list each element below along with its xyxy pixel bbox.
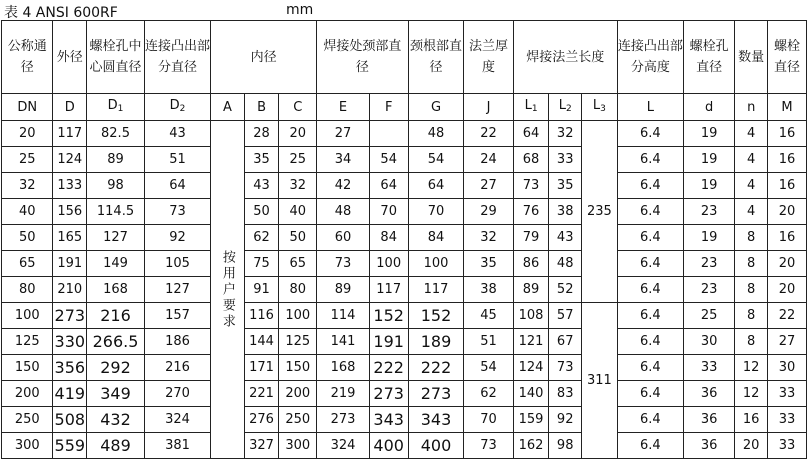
cell-f: 273 [369, 381, 408, 407]
cell-c: 25 [279, 147, 317, 173]
cell-b: 91 [244, 277, 279, 303]
table-row [2, 303, 807, 329]
cell-n: 12 [735, 355, 768, 381]
cell-d1: 349 [87, 381, 145, 407]
symbol-a: A [211, 94, 245, 121]
cell-e: 273 [317, 407, 370, 433]
cell-l: 6.4 [617, 381, 683, 407]
cell-n: 4 [735, 121, 768, 147]
cell-d: 19 [683, 121, 734, 147]
cell-g: 100 [408, 251, 464, 277]
cell-g: 152 [408, 303, 464, 329]
cell-l2: 38 [549, 199, 582, 225]
cell-dn: 125 [2, 329, 53, 355]
cell-n: 8 [735, 251, 768, 277]
cell-d: 23 [683, 199, 734, 225]
cell-j: 54 [464, 355, 513, 381]
header-neck-root-dia: 颈根部直径 [408, 21, 464, 94]
cell-l1: 124 [513, 355, 549, 381]
cell-l1: 68 [513, 147, 549, 173]
cell-f: 64 [369, 173, 408, 199]
cell-j: 62 [464, 381, 513, 407]
cell-c: 150 [279, 355, 317, 381]
cell-l2: 67 [549, 329, 582, 355]
cell-d: 36 [683, 407, 734, 433]
cell-n: 8 [735, 225, 768, 251]
cell-l2: 48 [549, 251, 582, 277]
cell-d1: 216 [87, 303, 145, 329]
header-flange-thk: 法兰厚度 [464, 21, 513, 94]
cell-f: 400 [369, 433, 408, 459]
cell-e: 27 [317, 121, 370, 147]
cell-m: 27 [767, 329, 806, 355]
cell-dn: 20 [2, 121, 53, 147]
cell-l2: 32 [549, 121, 582, 147]
cell-d: 19 [683, 225, 734, 251]
cell-d: 33 [683, 355, 734, 381]
cell-l1: 89 [513, 277, 549, 303]
cell-n: 8 [735, 277, 768, 303]
cell-j: 73 [464, 433, 513, 459]
cell-m: 20 [767, 251, 806, 277]
cell-d1: 114.5 [87, 199, 145, 225]
symbol-g: G [408, 94, 464, 121]
cell-d: 210 [53, 277, 87, 303]
cell-g: 400 [408, 433, 464, 459]
cell-m: 20 [767, 277, 806, 303]
cell-e: 141 [317, 329, 370, 355]
cell-j: 45 [464, 303, 513, 329]
cell-d1: 432 [87, 407, 145, 433]
cell-d1: 168 [87, 277, 145, 303]
cell-l: 6.4 [617, 329, 683, 355]
cell-g: 48 [408, 121, 464, 147]
cell-b: 171 [244, 355, 279, 381]
cell-l1: 73 [513, 173, 549, 199]
cell-d: 356 [53, 355, 87, 381]
cell-f [369, 121, 408, 147]
cell-d: 30 [683, 329, 734, 355]
cell-l1: 79 [513, 225, 549, 251]
cell-d1: 149 [87, 251, 145, 277]
cell-c: 80 [279, 277, 317, 303]
cell-l: 6.4 [617, 303, 683, 329]
symbol-n: n [735, 94, 768, 121]
cell-l2: 92 [549, 407, 582, 433]
cell-b: 116 [244, 303, 279, 329]
header-raised-face-height: 连接凸出部分高度 [617, 21, 683, 94]
cell-d1: 98 [87, 173, 145, 199]
cell-j: 35 [464, 251, 513, 277]
cell-d: 156 [53, 199, 87, 225]
symbol-c: C [279, 94, 317, 121]
cell-l2: 43 [549, 225, 582, 251]
cell-l2: 57 [549, 303, 582, 329]
cell-g: 273 [408, 381, 464, 407]
cell-dn: 40 [2, 199, 53, 225]
cell-g: 189 [408, 329, 464, 355]
cell-d: 330 [53, 329, 87, 355]
cell-l: 6.4 [617, 251, 683, 277]
cell-d2: 270 [144, 381, 210, 407]
cell-d: 508 [53, 407, 87, 433]
cell-c: 200 [279, 381, 317, 407]
cell-d: 23 [683, 251, 734, 277]
cell-d2: 92 [144, 225, 210, 251]
cell-dn: 32 [2, 173, 53, 199]
cell-l2: 73 [549, 355, 582, 381]
cell-f: 152 [369, 303, 408, 329]
cell-g: 117 [408, 277, 464, 303]
cell-f: 84 [369, 225, 408, 251]
cell-d1: 89 [87, 147, 145, 173]
cell-l: 6.4 [617, 121, 683, 147]
cell-d2: 324 [144, 407, 210, 433]
symbol-d2: $D_2$ [144, 94, 210, 121]
cell-n: 12 [735, 381, 768, 407]
cell-d: 419 [53, 381, 87, 407]
cell-f: 191 [369, 329, 408, 355]
cell-f: 70 [369, 199, 408, 225]
cell-m: 33 [767, 433, 806, 459]
cell-d2: 127 [144, 277, 210, 303]
cell-d: 19 [683, 173, 734, 199]
flange-dimension-table [1, 20, 807, 459]
cell-d1: 82.5 [87, 121, 145, 147]
table-row [2, 329, 807, 355]
cell-e: 48 [317, 199, 370, 225]
cell-l2: 33 [549, 147, 582, 173]
header-weld-neck-dia: 焊接处颈部直径 [317, 21, 408, 94]
cell-l2: 35 [549, 173, 582, 199]
symbol-l2: $L_2$ [549, 94, 582, 121]
cell-e: 219 [317, 381, 370, 407]
cell-d: 36 [683, 433, 734, 459]
cell-l1: 162 [513, 433, 549, 459]
cell-l1: 159 [513, 407, 549, 433]
cell-l1: 140 [513, 381, 549, 407]
cell-j: 32 [464, 225, 513, 251]
cell-l1: 76 [513, 199, 549, 225]
cell-d: 133 [53, 173, 87, 199]
cell-f: 117 [369, 277, 408, 303]
cell-n: 16 [735, 407, 768, 433]
cell-b: 276 [244, 407, 279, 433]
symbol-d1: $D_1$ [87, 94, 145, 121]
header-weld-len: 焊接法兰长度 [513, 21, 617, 94]
cell-d: 559 [53, 433, 87, 459]
cell-c: 32 [279, 173, 317, 199]
cell-e: 114 [317, 303, 370, 329]
cell-l: 6.4 [617, 355, 683, 381]
cell-e: 89 [317, 277, 370, 303]
cell-c: 65 [279, 251, 317, 277]
cell-j: 22 [464, 121, 513, 147]
symbol-e: E [317, 94, 370, 121]
table-row [2, 355, 807, 381]
title-row [2, 0, 807, 20]
symbol-d-hole: d [683, 94, 734, 121]
cell-f: 100 [369, 251, 408, 277]
cell-e: 34 [317, 147, 370, 173]
cell-dn: 300 [2, 433, 53, 459]
cell-c: 125 [279, 329, 317, 355]
cell-n: 8 [735, 303, 768, 329]
symbol-l: L [617, 94, 683, 121]
cell-d1: 127 [87, 225, 145, 251]
cell-f: 222 [369, 355, 408, 381]
cell-b: 28 [244, 121, 279, 147]
cell-l2: 83 [549, 381, 582, 407]
cell-l3: 235 [581, 121, 617, 303]
table-row [2, 199, 807, 225]
header-bolt-dia: 螺栓直径 [767, 21, 806, 94]
cell-j: 38 [464, 277, 513, 303]
cell-d: 165 [53, 225, 87, 251]
cell-dn: 65 [2, 251, 53, 277]
cell-d1: 489 [87, 433, 145, 459]
cell-m: 33 [767, 381, 806, 407]
cell-e: 168 [317, 355, 370, 381]
cell-a-note: 按用户要求 [211, 121, 245, 459]
cell-f: 343 [369, 407, 408, 433]
cell-l1: 121 [513, 329, 549, 355]
header-qty: 数量 [735, 21, 768, 94]
cell-c: 20 [279, 121, 317, 147]
cell-j: 24 [464, 147, 513, 173]
table-row [2, 407, 807, 433]
cell-m: 16 [767, 225, 806, 251]
cell-dn: 150 [2, 355, 53, 381]
cell-b: 144 [244, 329, 279, 355]
cell-m: 30 [767, 355, 806, 381]
header-inner-dia: 内径 [211, 21, 317, 94]
symbol-d: D [53, 94, 87, 121]
cell-e: 324 [317, 433, 370, 459]
cell-n: 4 [735, 147, 768, 173]
table-title: 表 4 ANSI 600RF [4, 5, 118, 21]
header-raised-face-dia: 连接凸出部分直径 [144, 21, 210, 94]
cell-d2: 73 [144, 199, 210, 225]
cell-d2: 186 [144, 329, 210, 355]
cell-m: 16 [767, 147, 806, 173]
cell-d: 124 [53, 147, 87, 173]
unit-label: mm [286, 2, 314, 18]
header-row-labels [2, 21, 807, 94]
cell-l1: 108 [513, 303, 549, 329]
cell-d1: 292 [87, 355, 145, 381]
header-dn: 公称通径 [2, 21, 53, 94]
cell-l: 6.4 [617, 173, 683, 199]
cell-j: 70 [464, 407, 513, 433]
table-row [2, 277, 807, 303]
cell-g: 84 [408, 225, 464, 251]
cell-e: 60 [317, 225, 370, 251]
cell-m: 20 [767, 199, 806, 225]
cell-n: 20 [735, 433, 768, 459]
cell-d1: 266.5 [87, 329, 145, 355]
table-row [2, 147, 807, 173]
cell-l: 6.4 [617, 147, 683, 173]
cell-n: 4 [735, 173, 768, 199]
cell-g: 54 [408, 147, 464, 173]
cell-m: 33 [767, 407, 806, 433]
cell-d2: 51 [144, 147, 210, 173]
cell-g: 70 [408, 199, 464, 225]
table-row [2, 433, 807, 459]
cell-d: 117 [53, 121, 87, 147]
cell-dn: 100 [2, 303, 53, 329]
cell-d: 19 [683, 147, 734, 173]
cell-d: 23 [683, 277, 734, 303]
cell-l2: 52 [549, 277, 582, 303]
cell-n: 8 [735, 329, 768, 355]
table-row [2, 381, 807, 407]
cell-g: 64 [408, 173, 464, 199]
cell-j: 27 [464, 173, 513, 199]
cell-b: 62 [244, 225, 279, 251]
cell-c: 50 [279, 225, 317, 251]
cell-l: 6.4 [617, 277, 683, 303]
symbol-b: B [244, 94, 279, 121]
cell-b: 221 [244, 381, 279, 407]
cell-dn: 80 [2, 277, 53, 303]
cell-b: 43 [244, 173, 279, 199]
table-row [2, 225, 807, 251]
symbol-dn: DN [2, 94, 53, 121]
cell-b: 327 [244, 433, 279, 459]
cell-d2: 43 [144, 121, 210, 147]
cell-d: 25 [683, 303, 734, 329]
cell-d: 273 [53, 303, 87, 329]
cell-m: 22 [767, 303, 806, 329]
cell-dn: 50 [2, 225, 53, 251]
cell-n: 4 [735, 199, 768, 225]
cell-c: 40 [279, 199, 317, 225]
cell-e: 42 [317, 173, 370, 199]
cell-l2: 98 [549, 433, 582, 459]
cell-dn: 250 [2, 407, 53, 433]
cell-j: 51 [464, 329, 513, 355]
cell-d2: 105 [144, 251, 210, 277]
header-bolt-hole-dia: 螺栓孔直径 [683, 21, 734, 94]
cell-d2: 64 [144, 173, 210, 199]
header-bolt-circle: 螺栓孔中心圆直径 [87, 21, 145, 94]
cell-l1: 86 [513, 251, 549, 277]
cell-j: 29 [464, 199, 513, 225]
cell-c: 300 [279, 433, 317, 459]
cell-l: 6.4 [617, 433, 683, 459]
cell-g: 222 [408, 355, 464, 381]
cell-dn: 25 [2, 147, 53, 173]
symbol-m: M [767, 94, 806, 121]
cell-c: 250 [279, 407, 317, 433]
cell-l: 6.4 [617, 199, 683, 225]
table-row [2, 251, 807, 277]
table-row [2, 121, 807, 147]
cell-l1: 64 [513, 121, 549, 147]
cell-e: 73 [317, 251, 370, 277]
header-row-symbols [2, 94, 807, 121]
cell-c: 100 [279, 303, 317, 329]
symbol-l3: $L_3$ [581, 94, 617, 121]
cell-d: 36 [683, 381, 734, 407]
cell-g: 343 [408, 407, 464, 433]
cell-d: 191 [53, 251, 87, 277]
cell-l3: 311 [581, 303, 617, 459]
cell-m: 16 [767, 121, 806, 147]
cell-m: 16 [767, 173, 806, 199]
symbol-l1: $L_1$ [513, 94, 549, 121]
table-row [2, 173, 807, 199]
cell-b: 35 [244, 147, 279, 173]
cell-d2: 216 [144, 355, 210, 381]
cell-b: 75 [244, 251, 279, 277]
cell-b: 50 [244, 199, 279, 225]
cell-dn: 200 [2, 381, 53, 407]
cell-l: 6.4 [617, 225, 683, 251]
cell-d2: 381 [144, 433, 210, 459]
cell-d2: 157 [144, 303, 210, 329]
header-od: 外径 [53, 21, 87, 94]
table-body [2, 121, 807, 459]
cell-l: 6.4 [617, 407, 683, 433]
symbol-f: F [369, 94, 408, 121]
symbol-j: J [464, 94, 513, 121]
cell-f: 54 [369, 147, 408, 173]
